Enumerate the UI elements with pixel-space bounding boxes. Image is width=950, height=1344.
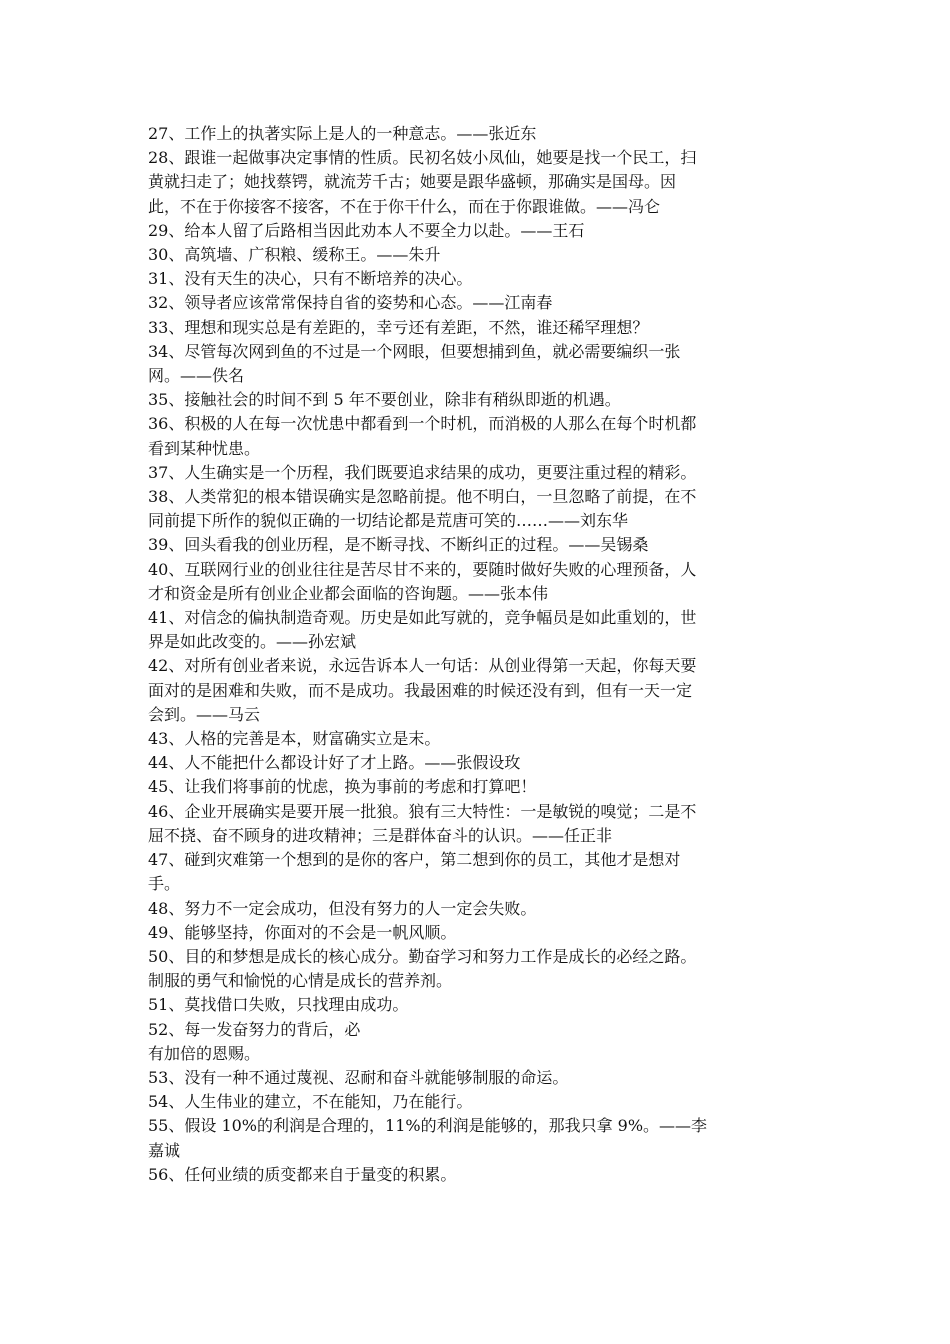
quote-line: 43、人格的完善是本，财富确实立是末。 <box>148 729 441 749</box>
quote-line: 36、积极的人在每一次忧患中都看到一个时机，而消极的人那么在每个时机都 <box>148 414 697 434</box>
quote-paragraph <box>148 412 808 460</box>
quote-line: 55、假设 10%的利润是合理的，11%的利润是能够的，那我只拿 9%。——李 <box>148 1116 708 1136</box>
quote-line: 38、人类常犯的根本错误确实是忽略前提。他不明白，一旦忽略了前提，在不 <box>148 487 697 507</box>
quote-line: 看到某种忧患。 <box>148 438 261 458</box>
quote-paragraph <box>148 267 808 291</box>
quote-line: 51、莫找借口失败，只找理由成功。 <box>148 995 409 1015</box>
quote-paragraph <box>148 654 808 727</box>
quote-line: 52、每一发奋努力的背后，必 <box>148 1019 361 1039</box>
quote-line: 界是如此改变的。——孙宏斌 <box>148 632 357 652</box>
quote-line: 31、没有天生的决心，只有不断培养的决心。 <box>148 269 473 289</box>
quote-line: 嘉诚 <box>148 1140 181 1160</box>
quote-paragraph <box>148 146 808 219</box>
quote-line: 制服的勇气和愉悦的心情是成长的营养剂。 <box>148 971 453 991</box>
quote-line: 才和资金是所有创业企业都会面临的咨询题。——张本伟 <box>148 583 549 603</box>
quote-line: 28、跟谁一起做事决定事情的性质。民初名妓小凤仙，她要是找一个民工，扫 <box>148 148 697 168</box>
quote-paragraph <box>148 291 808 315</box>
quote-line: 54、人生伟业的建立，不在能知，乃在能行。 <box>148 1092 473 1112</box>
quote-line: 41、对信念的偏执制造奇观。历史是如此写就的，竞争幅员是如此重划的，世 <box>148 608 697 628</box>
quote-paragraph <box>148 219 808 243</box>
quote-line: 32、领导者应该常常保持自省的姿势和心态。——江南春 <box>148 293 553 313</box>
quote-line: 29、给本人留了后路相当因此劝本人不要全力以赴。——王石 <box>148 220 585 240</box>
quote-line: 35、接触社会的时间不到 5 年不要创业，除非有稍纵即逝的机遇。 <box>148 390 621 410</box>
quote-paragraph <box>148 1066 808 1090</box>
quote-line: 屈不挠、奋不顾身的进攻精神；三是群体奋斗的认识。——任正非 <box>148 825 613 845</box>
quote-paragraph <box>148 945 808 993</box>
quote-line: 45、让我们将事前的忧虑，换为事前的考虑和打算吧！ <box>148 777 537 797</box>
quote-paragraph <box>148 921 808 945</box>
quote-paragraph <box>148 243 808 267</box>
quote-paragraph <box>148 751 808 775</box>
quote-line: 37、人生确实是一个历程，我们既要追求结果的成功，更要注重过程的精彩。 <box>148 462 697 482</box>
quote-paragraph <box>148 775 808 799</box>
quote-line: 手。 <box>148 874 181 894</box>
quote-paragraph <box>148 316 808 340</box>
quote-line: 47、碰到灾难第一个想到的是你的客户，第二想到你的员工，其他才是想对 <box>148 850 681 870</box>
quote-list <box>148 122 808 1187</box>
quote-paragraph <box>148 993 808 1017</box>
quote-line: 50、目的和梦想是成长的核心成分。勤奋学习和努力工作是成长的必经之路。 <box>148 946 697 966</box>
quote-line: 34、尽管每次网到鱼的不过是一个网眼，但要想捕到鱼，就必需要编织一张 <box>148 341 681 361</box>
quote-paragraph <box>148 485 808 533</box>
quote-paragraph <box>148 606 808 654</box>
quote-line: 46、企业开展确实是要开展一批狼。狼有三大特性：一是敏锐的嗅觉；二是不 <box>148 801 697 821</box>
quote-paragraph <box>148 800 808 848</box>
quote-line: 面对的是困难和失败，而不是成功。我最困难的时候还没有到，但有一天一定 <box>148 680 693 700</box>
quote-line: 有加倍的恩赐。 <box>148 1043 261 1063</box>
quote-paragraph <box>148 558 808 606</box>
quote-line: 网。——佚名 <box>148 366 245 386</box>
quote-line: 44、人不能把什么都设计好了才上路。——张假设玫 <box>148 753 521 773</box>
quote-line: 53、没有一种不通过蔑视、忍耐和奋斗就能够制服的命运。 <box>148 1067 569 1087</box>
quote-line: 49、能够坚持，你面对的不会是一帆风顺。 <box>148 922 457 942</box>
quote-line: 56、任何业绩的质变都来自于量变的积累。 <box>148 1164 457 1184</box>
quote-paragraph <box>148 388 808 412</box>
quote-paragraph <box>148 848 808 896</box>
quote-paragraph <box>148 1163 808 1187</box>
quote-line: 33、理想和现实总是有差距的，幸亏还有差距，不然，谁还稀罕理想？ <box>148 317 649 337</box>
quote-line: 会到。——马云 <box>148 704 261 724</box>
quote-line: 此，不在于你接客不接客，不在于你干什么，而在于你跟谁做。——冯仑 <box>148 196 661 216</box>
quote-line: 42、对所有创业者来说，永远告诉本人一句话：从创业得第一天起，你每天要 <box>148 656 697 676</box>
quote-line: 40、互联网行业的创业往往是苦尽甘不来的，要随时做好失败的心理预备，人 <box>148 559 697 579</box>
quote-line: 30、高筑墙、广积粮、缓称王。——朱升 <box>148 245 441 265</box>
quote-line: 黄就扫走了；她找蔡锷，就流芳千古；她要是跟华盛顿，那确实是国母。因 <box>148 172 677 192</box>
quote-paragraph <box>148 1090 808 1114</box>
quote-line: 48、努力不一定会成功，但没有努力的人一定会失败。 <box>148 898 537 918</box>
quote-paragraph <box>148 461 808 485</box>
quote-paragraph <box>148 1018 808 1066</box>
quote-paragraph <box>148 1114 808 1162</box>
quote-paragraph <box>148 727 808 751</box>
quote-line: 39、回头看我的创业历程，是不断寻找、不断纠正的过程。——吴锡桑 <box>148 535 649 555</box>
quote-paragraph <box>148 340 808 388</box>
quote-paragraph <box>148 533 808 557</box>
quote-paragraph <box>148 122 808 146</box>
quote-paragraph <box>148 897 808 921</box>
quote-line: 同前提下所作的貌似正确的一切结论都是荒唐可笑的……——刘东华 <box>148 511 629 531</box>
quote-line: 27、工作上的执著实际上是人的一种意志。——张近东 <box>148 124 537 143</box>
